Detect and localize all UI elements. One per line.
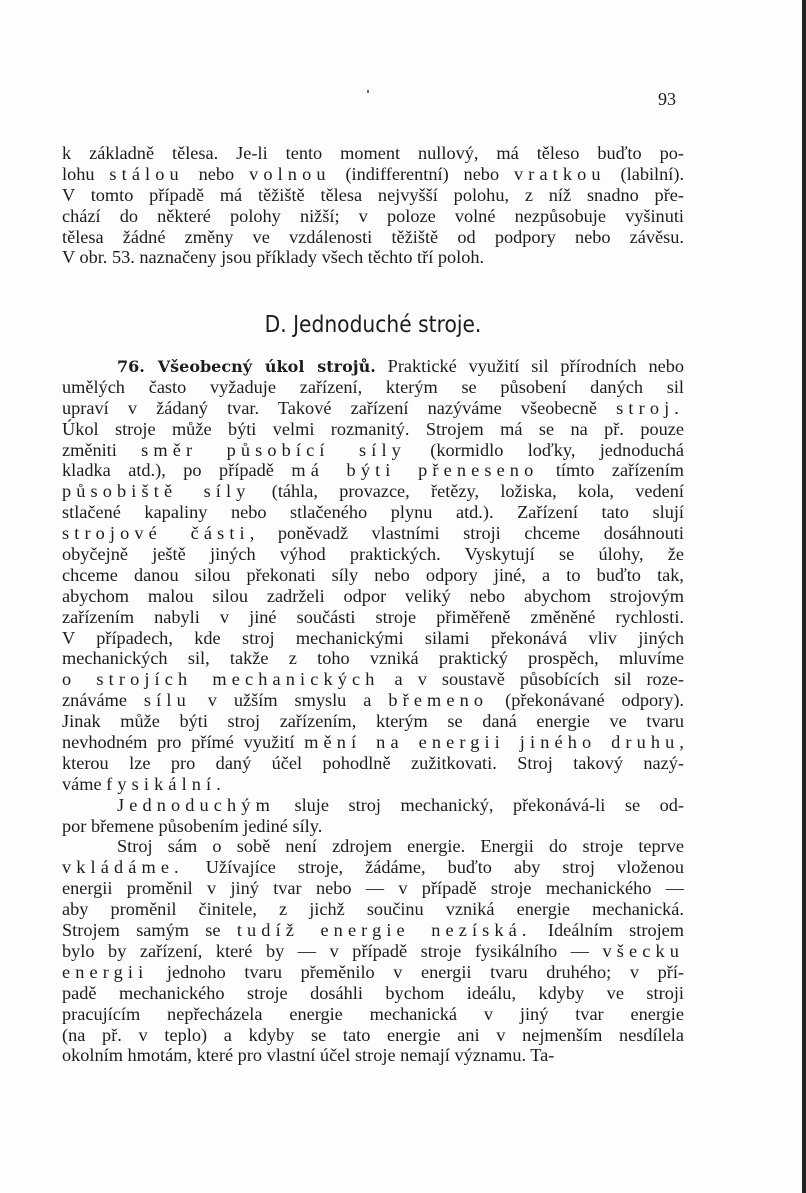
text-run: , poněvadž vlastními stroji chceme dosáhnouti bbox=[249, 523, 684, 544]
emphasized-text: má býti přeneseno bbox=[291, 460, 539, 481]
text-line bbox=[62, 143, 684, 164]
text-line bbox=[62, 586, 684, 607]
text-run: Stroj sám o sobě není zdrojem energie. Energii do stroje teprve bbox=[117, 836, 684, 857]
text-line bbox=[62, 774, 684, 795]
text-line bbox=[62, 460, 684, 481]
text-run: pracujícím nepřecházela energie mechanická v jiný tvar energie bbox=[62, 1003, 684, 1024]
text-run: aby proměnil činitele, z jichž součinu vzniká energie mechanická. bbox=[62, 899, 684, 920]
text-run: V obr. 53. naznačeny jsou příklady všech těchto tří poloh. bbox=[62, 247, 485, 268]
text-run: (překonávané odpory). bbox=[488, 690, 684, 711]
paragraph-title: 76. Všeobecný úkol strojů. bbox=[117, 357, 376, 376]
text-line bbox=[62, 941, 684, 962]
text-run: stlačené kapaliny nebo stlačeného plynu atd.). Zařízení tato slují bbox=[62, 502, 684, 523]
text-line bbox=[62, 440, 684, 461]
text-line bbox=[62, 1025, 684, 1046]
text-line bbox=[62, 857, 684, 878]
emphasized-text: strojové části bbox=[62, 523, 250, 544]
text-run: sluje stroj mechanický, překonává-li se od- bbox=[274, 794, 684, 815]
text-run: upraví v žádaný tvar. Takové zařízení nazýváme všeobecně bbox=[62, 397, 617, 418]
emphasized-text: všecku bbox=[602, 940, 684, 961]
text-line bbox=[62, 669, 684, 690]
text-line bbox=[62, 356, 684, 377]
text-line bbox=[62, 920, 684, 941]
emphasized-text: stálou bbox=[109, 163, 184, 184]
text-run: (táhla, provazce, řetězy, ložiska, kola, vedení bbox=[250, 481, 684, 502]
text-run: tímto zařízením bbox=[538, 460, 684, 481]
text-run: Ideálním strojem bbox=[531, 920, 684, 941]
text-line bbox=[62, 185, 684, 206]
text-line bbox=[62, 377, 684, 398]
text-run: Jinak může býti stroj zařízením, kterým se daná energie ve tvaru bbox=[62, 711, 684, 732]
text-run: lohu bbox=[62, 163, 110, 184]
text-line bbox=[62, 1004, 684, 1025]
text-run: Praktické využití sil přírodních nebo bbox=[375, 356, 684, 376]
text-line bbox=[62, 227, 684, 248]
emphasized-text: směr působící síly bbox=[141, 439, 406, 460]
text-run: nevhodném pro přímé využití bbox=[62, 732, 305, 753]
section-heading: D. Jednoduché stroje. bbox=[264, 312, 482, 338]
text-line bbox=[62, 502, 684, 523]
emphasized-text: mění na energii jiného druhu bbox=[304, 732, 680, 753]
text-run: chází do některé polohy nižší; v poloze volné nezpůsobuje vyšinuti bbox=[62, 205, 684, 226]
text-run: por břemene působením jediné síly. bbox=[62, 815, 323, 836]
text-run: umělých často vyžaduje zařízení, kterým se působení daných sil bbox=[62, 376, 684, 397]
text-run: zařízením nabyli v jiné součásti stroje přiměřeně změněné rychlosti. bbox=[62, 606, 684, 627]
text-line bbox=[62, 419, 684, 440]
text-run: energii proměnil v jiný tvar nebo — v případě stroje mechanického — bbox=[62, 878, 684, 899]
text-run: k základně tělesa. Je-li tento moment nullový, má těleso buďto po- bbox=[62, 143, 684, 163]
text-run: kterou lze pro daný účel pohodlně zužitkovati. Stroj takový nazý- bbox=[62, 752, 684, 773]
text-run: znáváme bbox=[62, 690, 144, 711]
text-line bbox=[62, 398, 684, 419]
text-line bbox=[62, 878, 684, 899]
text-run: obyčejně ještě jiných výhod praktických. Vyskytují se úlohy, že bbox=[62, 544, 684, 565]
text-run: tělesa žádné změny ve vzdálenosti těžiště od podpory nebo závěsu. bbox=[62, 226, 684, 247]
text-run: nebo bbox=[183, 163, 250, 184]
text-run: a v soustavě působících sil roze- bbox=[379, 669, 685, 690]
page-number: 93 bbox=[658, 89, 676, 109]
text-line bbox=[62, 1045, 684, 1066]
text-line bbox=[62, 648, 684, 669]
text-run: (labilní). bbox=[605, 163, 685, 184]
text-line bbox=[62, 795, 684, 816]
page-edge bbox=[802, 0, 806, 1193]
text-line bbox=[62, 836, 684, 857]
text-line bbox=[62, 544, 684, 565]
text-run: V tomto případě má těžiště tělesa nejvyšší polohu, z níž snadno pře- bbox=[62, 184, 684, 205]
text-line bbox=[62, 607, 684, 628]
text-run: kladka atd.), po případě bbox=[62, 460, 292, 481]
emphasized-text: energii bbox=[62, 961, 149, 982]
text-run: abychom malou silou zadrželi odpor veliký nebo abychom strojovým bbox=[62, 585, 684, 606]
emphasized-text: o strojích mechanických bbox=[62, 669, 380, 690]
text-run: bylo by zařízení, které by — v případě stroje fysikálního — bbox=[62, 940, 603, 961]
text-run: jednoho tvaru přeměnilo v energii tvaru druhého; v pří- bbox=[148, 961, 684, 982]
text-line bbox=[62, 816, 684, 837]
text-line bbox=[62, 732, 684, 753]
text-run: mechanických sil, takže z toho vzniká praktický prospěch, mluvíme bbox=[62, 648, 684, 669]
text-line bbox=[62, 565, 684, 586]
text-line bbox=[62, 983, 684, 1004]
text-run: změniti bbox=[62, 439, 142, 460]
text-run: okolním hmotám, které pro vlastní účel stroje nemají významu. Ta- bbox=[62, 1045, 555, 1066]
text-line bbox=[62, 481, 684, 502]
text-line bbox=[62, 753, 684, 774]
text-run: (indifferentní) nebo bbox=[330, 163, 514, 184]
text-run: padě mechanického stroje dosáhli bychom ideálu, kdyby ve stroji bbox=[62, 982, 684, 1003]
emphasized-text: břemeno bbox=[388, 690, 489, 711]
emphasized-text: stroj. bbox=[616, 397, 684, 418]
text-run: v užším smyslu a bbox=[190, 690, 389, 711]
emphasized-text: volnou bbox=[249, 163, 331, 184]
text-run: chceme danou silou překonati síly nebo odpory jiné, a to buďto tak, bbox=[62, 564, 684, 585]
text-run: V případech, kde stroj mechanickými silami překonává vliv jiných bbox=[62, 627, 684, 648]
text-line bbox=[62, 690, 684, 711]
scan-speck bbox=[367, 90, 369, 93]
emphasized-text: sílu bbox=[143, 690, 191, 711]
emphasized-text: tudíž energie nezíská. bbox=[236, 920, 532, 941]
emphasized-text: fysikální. bbox=[106, 773, 226, 794]
text-run: (kormidlo loďky, jednoduchá bbox=[405, 439, 684, 460]
text-line bbox=[62, 247, 684, 268]
text-line bbox=[62, 206, 684, 227]
text-run: Užívajíce stroje, žádáme, buďto aby stroj vloženou bbox=[183, 857, 684, 878]
text-line bbox=[62, 164, 684, 185]
text-run: , bbox=[679, 732, 684, 753]
emphasized-text: Jednoduchým bbox=[117, 794, 275, 815]
text-line bbox=[62, 523, 684, 544]
text-line bbox=[62, 899, 684, 920]
section-76-body bbox=[62, 356, 684, 1066]
emphasized-text: vratkou bbox=[513, 163, 606, 184]
emphasized-text: vkládáme. bbox=[62, 857, 184, 878]
text-run: (na př. v teplo) a kdyby se tato energie ani v nejmenším nesdílela bbox=[62, 1024, 684, 1045]
text-run: Strojem samým se bbox=[62, 920, 237, 941]
text-line bbox=[62, 711, 684, 732]
text-line bbox=[62, 628, 684, 649]
text-run: váme bbox=[62, 773, 107, 794]
intro-paragraph bbox=[62, 143, 684, 268]
text-run: Úkol stroje může býti velmi rozmanitý. Strojem má se na př. pouze bbox=[62, 418, 684, 439]
text-line bbox=[62, 962, 684, 983]
emphasized-text: působiště síly bbox=[62, 481, 251, 502]
